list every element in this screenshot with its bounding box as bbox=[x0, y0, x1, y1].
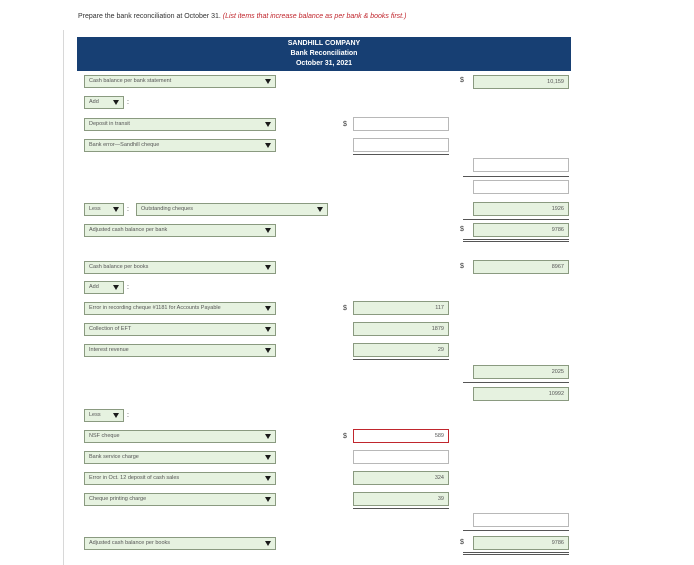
statement-date: October 31, 2021 bbox=[295, 60, 353, 67]
nsf-input[interactable]: 589 bbox=[353, 429, 449, 443]
printing-select[interactable]: Cheque printing charge bbox=[84, 493, 276, 506]
collection-eft-input[interactable]: 1879 bbox=[353, 322, 449, 336]
less-select-2[interactable]: Less bbox=[84, 409, 124, 422]
dollar-sign: $ bbox=[460, 226, 464, 233]
underline bbox=[463, 530, 569, 531]
instruction-highlight: (List items that increase balance as per bank & books first.) bbox=[222, 13, 407, 20]
chevron-down-icon bbox=[265, 265, 271, 270]
cash-books-input[interactable]: 8967 bbox=[473, 260, 569, 274]
cash-bank-input[interactable]: 10,159 bbox=[473, 75, 569, 89]
statement-title: Bank Reconciliation bbox=[290, 50, 358, 57]
books-subtotal-input[interactable]: 10992 bbox=[473, 387, 569, 401]
dollar-sign: $ bbox=[460, 539, 464, 546]
service-charge-input[interactable] bbox=[353, 450, 449, 464]
underline bbox=[463, 219, 569, 220]
deposit-select[interactable]: Deposit in transit bbox=[84, 118, 276, 131]
printing-input[interactable]: 39 bbox=[353, 492, 449, 506]
error-cheque-input[interactable]: 117 bbox=[353, 301, 449, 315]
chevron-down-icon bbox=[265, 455, 271, 460]
add-select-1[interactable]: Add bbox=[84, 96, 124, 109]
chevron-down-icon bbox=[265, 143, 271, 148]
double-underline bbox=[463, 239, 569, 240]
underline bbox=[353, 359, 449, 360]
chevron-down-icon bbox=[265, 228, 271, 233]
double-underline bbox=[463, 552, 569, 553]
error-cheque-select[interactable]: Error in recording cheque #1181 for Accounts Payable bbox=[84, 302, 276, 315]
adj-bank-select[interactable]: Adjusted cash balance per bank bbox=[84, 224, 276, 237]
dollar-sign: $ bbox=[460, 77, 464, 84]
chevron-down-icon bbox=[265, 348, 271, 353]
cash-books-select[interactable]: Cash balance per books bbox=[84, 261, 276, 274]
outstanding-select[interactable]: Outstanding cheques bbox=[136, 203, 328, 216]
bank-total-input[interactable] bbox=[473, 180, 569, 194]
chevron-down-icon bbox=[265, 434, 271, 439]
bank-error-input[interactable] bbox=[353, 138, 449, 152]
chevron-down-icon bbox=[265, 476, 271, 481]
chevron-down-icon bbox=[113, 207, 119, 212]
interest-select[interactable]: Interest revenue bbox=[84, 344, 276, 357]
chevron-down-icon bbox=[265, 541, 271, 546]
underline bbox=[463, 382, 569, 383]
chevron-down-icon bbox=[265, 306, 271, 311]
dollar-sign: $ bbox=[460, 263, 464, 270]
add-select-2[interactable]: Add bbox=[84, 281, 124, 294]
chevron-down-icon bbox=[265, 327, 271, 332]
chevron-down-icon bbox=[265, 122, 271, 127]
service-charge-select[interactable]: Bank service charge bbox=[84, 451, 276, 464]
reconciliation-header bbox=[77, 37, 571, 71]
dollar-sign: $ bbox=[343, 305, 347, 312]
underline bbox=[463, 176, 569, 177]
adj-books-input[interactable]: 9786 bbox=[473, 536, 569, 550]
error-deposit-select[interactable]: Error in Oct. 12 deposit of cash sales bbox=[84, 472, 276, 485]
error-deposit-input[interactable]: 324 bbox=[353, 471, 449, 485]
chevron-down-icon bbox=[113, 100, 119, 105]
adj-bank-input[interactable]: 9786 bbox=[473, 223, 569, 237]
chevron-down-icon bbox=[113, 413, 119, 418]
bank-error-select[interactable]: Bank error—Sandhill cheque bbox=[84, 139, 276, 152]
less-total-input[interactable] bbox=[473, 513, 569, 527]
dollar-sign: $ bbox=[343, 433, 347, 440]
chevron-down-icon bbox=[265, 497, 271, 502]
nsf-select[interactable]: NSF cheque bbox=[84, 430, 276, 443]
divider bbox=[63, 30, 64, 565]
interest-input[interactable]: 29 bbox=[353, 343, 449, 357]
chevron-down-icon bbox=[113, 285, 119, 290]
outstanding-input[interactable]: 1926 bbox=[473, 202, 569, 216]
add-total-input[interactable]: 2025 bbox=[473, 365, 569, 379]
adj-books-select[interactable]: Adjusted cash balance per books bbox=[84, 537, 276, 550]
deposit-input[interactable] bbox=[353, 117, 449, 131]
collection-eft-select[interactable]: Collection of EFT bbox=[84, 323, 276, 336]
cash-bank-select[interactable]: Cash balance per bank statement bbox=[84, 75, 276, 88]
underline bbox=[353, 508, 449, 509]
chevron-down-icon bbox=[265, 79, 271, 84]
instruction-text: Prepare the bank reconciliation at October 31. (List items that increase balance as per bank & books first.) bbox=[78, 13, 407, 20]
company-name: SANDHILL COMPANY bbox=[287, 40, 361, 47]
chevron-down-icon bbox=[317, 207, 323, 212]
dollar-sign: $ bbox=[343, 121, 347, 128]
underline bbox=[353, 154, 449, 155]
less-select-1[interactable]: Less bbox=[84, 203, 124, 216]
bank-subtotal-input[interactable] bbox=[473, 158, 569, 172]
